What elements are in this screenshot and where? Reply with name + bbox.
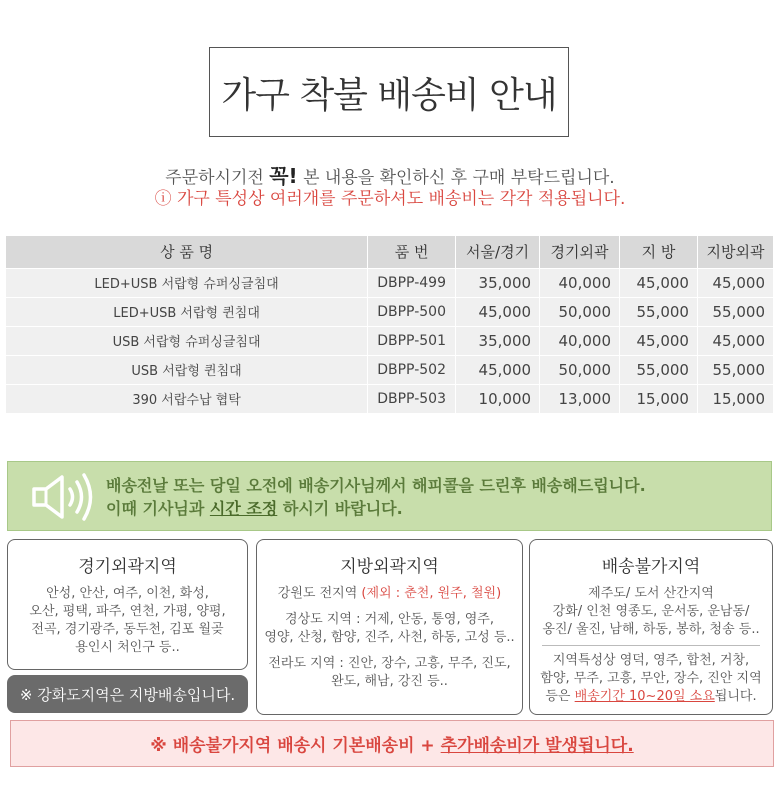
- banner-line-1: 배송전날 또는 당일 오전에 배송기사님께서 해피콜을 드린후 배송해드립니다.: [106, 476, 646, 495]
- fee-local: 15,000: [620, 384, 698, 413]
- product-name: LED+USB 서랍형 슈퍼싱글침대: [6, 268, 368, 297]
- fee-gyeonggi-outer: 13,000: [540, 384, 620, 413]
- delay-suffix: 됩니다.: [714, 689, 757, 704]
- region-line: 용인시 처인구 등..: [75, 640, 180, 655]
- divider: [542, 645, 760, 646]
- extra-fee-notice: [10, 720, 774, 767]
- table-row: [6, 268, 774, 297]
- fee-local-outer: 55,000: [697, 297, 773, 326]
- notice-emphasis: 꼭!: [269, 164, 298, 188]
- region-line: 전곡, 경기광주, 동두천, 김포 월곶: [31, 622, 224, 637]
- delay-prefix: 등은: [545, 689, 571, 704]
- fee-local: 55,000: [620, 355, 698, 384]
- fee-seoul: 45,000: [456, 355, 540, 384]
- gangwon-except: (제외 : 춘천, 원주, 철원): [361, 586, 502, 601]
- table-row: [6, 326, 774, 355]
- fee-seoul: 45,000: [456, 297, 540, 326]
- notice-suffix: 본 내용을 확인하신 후 구매 부탁드립니다.: [303, 168, 615, 188]
- col-header-seoul: 서울/경기: [456, 236, 540, 268]
- table-row: [6, 297, 774, 326]
- fee-gyeonggi-outer: 50,000: [540, 297, 620, 326]
- jeolla-line: 완도, 해남, 강진 등..: [331, 674, 448, 689]
- fee-gyeonggi-outer: 40,000: [540, 268, 620, 297]
- product-name: 390 서랍수납 협탁: [6, 384, 368, 413]
- gangwon-label: 강원도 전지역: [277, 586, 358, 601]
- product-code: DBPP-499: [368, 268, 456, 297]
- delivery-call-banner: [7, 461, 772, 531]
- fee-seoul: 35,000: [456, 268, 540, 297]
- gyeongsang-line: 영양, 산청, 함양, 진주, 사천, 하동, 고성 등..: [264, 630, 515, 645]
- ganghwa-note: ※ 강화도지역은 지방배송입니다.: [7, 675, 248, 713]
- undeliverable-line: 제주도/ 도서 산간지역: [588, 586, 714, 601]
- fee-local: 55,000: [620, 297, 698, 326]
- fee-gyeonggi-outer: 50,000: [540, 355, 620, 384]
- product-code: DBPP-501: [368, 326, 456, 355]
- fee-local: 45,000: [620, 268, 698, 297]
- gyeonggi-outer-card: [7, 539, 248, 670]
- banner-line-2-prefix: 이때 기사님과: [106, 499, 205, 518]
- gyeongsang-line: 경상도 지역 : 거제, 안동, 통영, 영주,: [285, 612, 494, 627]
- notice-warning: 가구 특성상 여러개를 주문하셔도 배송비는 각각 적용됩니다.: [177, 189, 626, 209]
- product-code: DBPP-500: [368, 297, 456, 326]
- fee-local-outer: 45,000: [697, 268, 773, 297]
- product-name: LED+USB 서랍형 퀸침대: [6, 297, 368, 326]
- region-line: 오산, 평택, 파주, 연천, 가평, 양평,: [29, 604, 226, 619]
- fee-local: 45,000: [620, 326, 698, 355]
- delay-period: 배송기간 10~20일 소요: [574, 689, 715, 704]
- product-name: USB 서랍형 슈퍼싱글침대: [6, 326, 368, 355]
- banner-line-2-underline: 시간 조정: [209, 499, 278, 518]
- fee-seoul: 10,000: [456, 384, 540, 413]
- product-name: USB 서랍형 퀸침대: [6, 355, 368, 384]
- product-code: DBPP-502: [368, 355, 456, 384]
- notice-prefix: 주문하시기전: [165, 168, 264, 188]
- shipping-fee-table: [6, 236, 774, 413]
- footer-underline: 추가배송비가 발생됩니다.: [440, 736, 634, 756]
- jeolla-line: 전라도 지역 : 진안, 장수, 고흥, 무주, 진도,: [268, 656, 511, 671]
- undeliverable-line: 옹진/ 울진, 남해, 하동, 봉하, 청송 등..: [542, 622, 760, 637]
- col-header-gyeonggi-outer: 경기외곽: [540, 236, 620, 268]
- col-header-local: 지 방: [620, 236, 698, 268]
- col-header-product: 상 품 명: [6, 236, 368, 268]
- delay-line: 지역특성상 영덕, 영주, 합천, 거창,: [552, 653, 750, 668]
- fee-seoul: 35,000: [456, 326, 540, 355]
- table-row: [6, 384, 774, 413]
- card-title: 배송불가지역: [601, 557, 701, 577]
- banner-text: [106, 474, 646, 520]
- banner-line-2: [106, 497, 646, 520]
- table-header-row: [6, 236, 774, 268]
- page-title: 가구 착불 배송비 안내: [209, 47, 569, 137]
- banner-line-2-suffix: 하시기 바랍니다.: [282, 499, 403, 518]
- undeliverable-line: 강화/ 인천 영종도, 운서동, 운남동/: [552, 604, 750, 619]
- table-row: [6, 355, 774, 384]
- undeliverable-card: [529, 539, 773, 715]
- local-outer-card: [256, 539, 523, 715]
- notice-line-2: [0, 184, 780, 209]
- fee-gyeonggi-outer: 40,000: [540, 326, 620, 355]
- fee-local-outer: 45,000: [697, 326, 773, 355]
- footer-prefix: ※ 배송불가지역 배송시 기본배송비 +: [150, 736, 435, 756]
- fee-local-outer: 15,000: [697, 384, 773, 413]
- info-icon: ⓘ: [154, 189, 172, 209]
- card-title: 경기외곽지역: [78, 557, 177, 577]
- product-code: DBPP-503: [368, 384, 456, 413]
- gangwon-line: [257, 585, 522, 603]
- delay-line: [530, 688, 772, 706]
- card-title: 지방외곽지역: [340, 557, 439, 577]
- fee-local-outer: 55,000: [697, 355, 773, 384]
- col-header-local-outer: 지방외곽: [697, 236, 773, 268]
- region-line: 안성, 안산, 여주, 이천, 화성,: [46, 586, 209, 601]
- delay-line: 함양, 무주, 고흥, 무안, 장수, 진안 지역: [540, 671, 762, 686]
- col-header-code: 품 번: [368, 236, 456, 268]
- speaker-icon: [28, 469, 98, 525]
